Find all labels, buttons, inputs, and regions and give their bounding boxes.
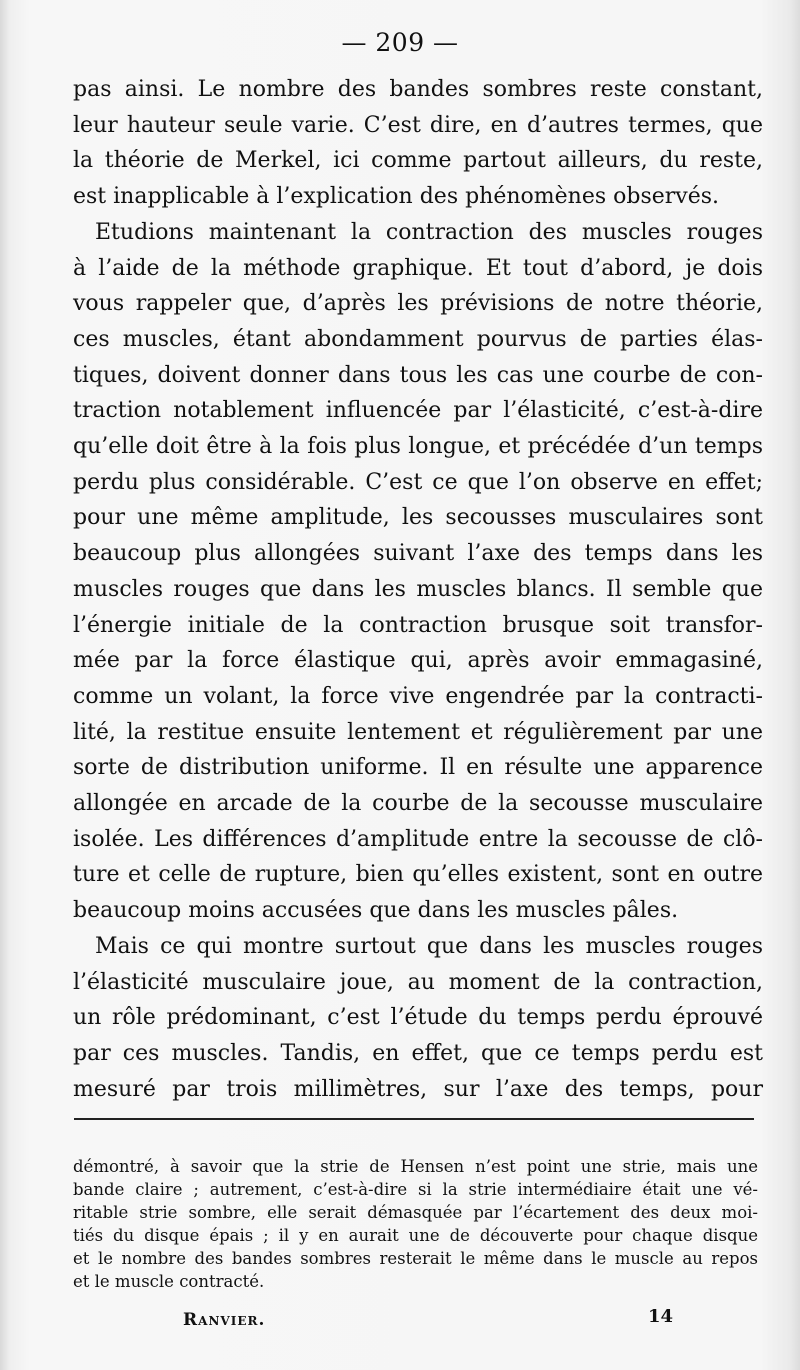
sheet-number: 14 (648, 1306, 674, 1327)
text-line: traction notablement influencée par l’élasticité, c’est-à-dire (73, 398, 763, 424)
text-line: beaucoup plus allongées suivant l’axe des temps dans les (73, 541, 763, 567)
body-text (73, 72, 763, 1107)
text-line: qu’elle doit être à la fois plus longue, et précédée d’un temps (73, 434, 763, 460)
footnote-line: bande claire ; autrement, c’est-à-dire si la strie intermédiaire était une vé- (73, 1180, 758, 1199)
text-line: l’énergie initiale de la contraction brusque soit transfor- (73, 612, 763, 638)
text-line: sorte de distribution uniforme. Il en résulte une apparence (73, 755, 763, 781)
footnote (73, 1155, 758, 1293)
text-line: ces muscles, étant abondamment pourvus de parties élas- (73, 326, 763, 352)
text-line: par ces muscles. Tandis, en effet, que ce temps perdu est (73, 1040, 763, 1066)
text-line: pas ainsi. Le nombre des bandes sombres reste constant, (73, 77, 763, 102)
text-line: un rôle prédominant, c’est l’étude du temps perdu éprouvé (73, 1005, 763, 1031)
text-line: la théorie de Merkel, ici comme partout ailleurs, du reste, (73, 148, 763, 174)
text-line: mée par la force élastique qui, après avoir emmagasiné, (73, 648, 763, 674)
paragraph-start-line: Mais ce qui montre surtout que dans les muscles rouges (95, 933, 763, 959)
text-line: lité, la restitue ensuite lentement et régulièrement par une (73, 719, 763, 745)
text-line: vous rappeler que, d’après les prévisions de notre théorie, (73, 291, 763, 317)
page-number: — 209 — (341, 28, 459, 57)
text-line: ture et celle de rupture, bien qu’elles existent, sont en outre (73, 862, 763, 888)
paragraph-start-line: Etudions maintenant la contraction des muscles rouges (95, 219, 763, 245)
text-line: pour une même amplitude, les secousses musculaires sont (73, 505, 763, 531)
footnote-line: et le muscle contracté. (73, 1272, 265, 1291)
footnote-line: tiés du disque épais ; il y en aurait une de découverte pour chaque disque (73, 1226, 758, 1245)
text-line: muscles rouges que dans les muscles blancs. Il semble que (73, 576, 763, 602)
text-line: l’élasticité musculaire joue, au moment de la contraction, (73, 969, 763, 995)
text-line: allongée en arcade de la courbe de la secousse musculaire (73, 791, 763, 817)
text-line: tiques, doivent donner dans tous les cas une courbe de con- (73, 362, 763, 388)
footnote-divider (74, 1118, 754, 1120)
footnote-line: ritable strie sombre, elle serait démasquée par l’écartement des deux moi- (73, 1203, 758, 1222)
footnote-line: et le nombre des bandes sombres resterait le même dans le muscle au repos (73, 1249, 758, 1268)
text-line: leur hauteur seule varie. C’est dire, en d’autres termes, que (73, 112, 763, 138)
text-line: beaucoup moins accusées que dans les muscles pâles. (73, 898, 679, 924)
text-line: isolée. Les différences d’amplitude entre la secousse de clô- (73, 826, 763, 852)
text-line: est inapplicable à l’explication des phénomènes observés. (73, 184, 720, 210)
footnote-line: démontré, à savoir que la strie de Hensen n’est point une strie, mais une (73, 1157, 758, 1176)
printer-signature: Ranvier. (183, 1310, 266, 1330)
text-line: perdu plus considérable. C’est ce que l’on observe en effet; (73, 469, 763, 495)
text-line: comme un volant, la force vive engendrée par la contracti- (73, 683, 763, 709)
text-line: mesuré par trois millimètres, sur l’axe des temps, pour (73, 1076, 763, 1102)
text-line: à l’aide de la méthode graphique. Et tout d’abord, je dois (73, 255, 763, 281)
